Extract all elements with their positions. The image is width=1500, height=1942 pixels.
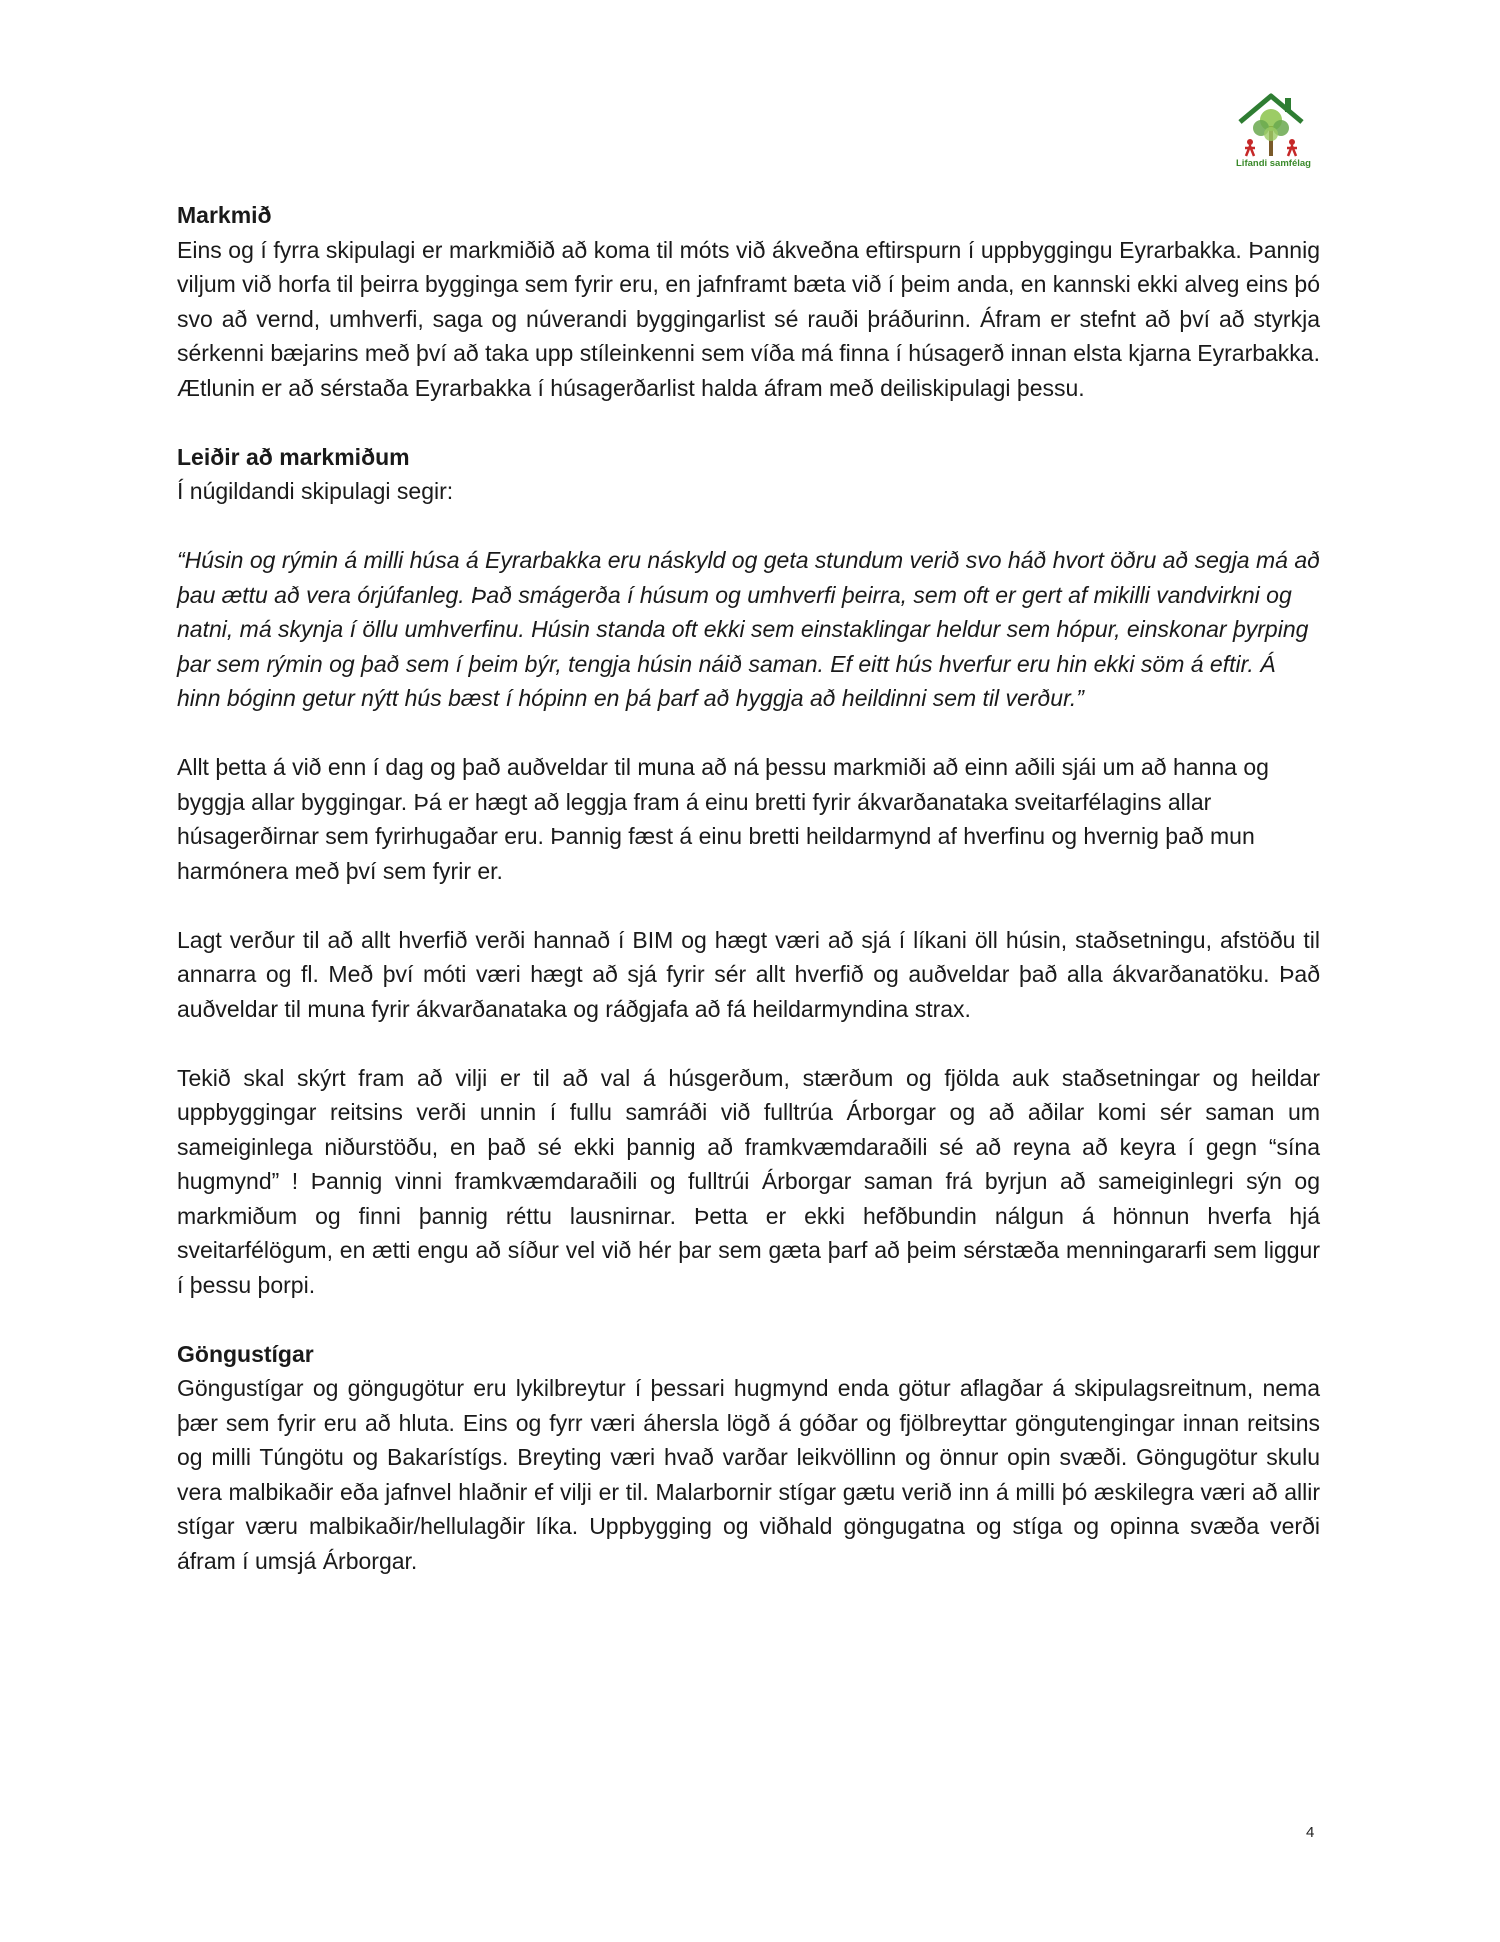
figure-right-body <box>1287 146 1297 156</box>
heading-markmid: Markmið <box>177 202 272 228</box>
heading-gongustigar: Göngustígar <box>177 1340 314 1367</box>
paragraph-leidir-intro: Í núgildandi skipulagi segir: <box>177 478 454 504</box>
organization-logo <box>1236 92 1311 172</box>
paragraph-gongustigar: Göngustígar og göngugötur eru lykilbreytur í þessari hugmynd enda götur aflagðar á skipulagsreitnum, nema þær sem fyrir eru að hluta. Eins og fyrr væri áhersla lögð á góðar og fjölbreyttar göngutengingar innan reitsins og milli Túngötu og Bakarístígs. Breyting væri hvað varðar leikvöllinn og önnur opin svæði. Göngugötur skulu vera malbikaðir eða jafnvel hlaðnir ef vilji er til. Malarbornir stígar gætu verið inn á milli þó æskilegra væri að allir stígar væru malbikaðir/hellulagðir líka. Uppbygging og viðhald göngugatna og stíga og opinna svæða verði áfram í umsjá Árborgar. <box>177 1375 1320 1574</box>
page-number: 4 <box>1306 1824 1315 1841</box>
paragraph-markmid: Eins og í fyrra skipulagi er markmiðið að koma til móts við ákveðna eftirspurn í uppbyggingu Eyrarbakka. Þannig viljum við horfa til þeirra bygginga sem fyrir eru, en jafnframt bæta við í þeim anda, en kannski ekki alveg eins þó svo að vernd, umhverfi, saga og núverandi byggingarlist sé rauði þráðurinn. Áfram er stefnt að því að styrkja sérkenni bæjarins með því að taka upp stíleinkenni sem víða má finna í húsagerð innan elsta kjarna Eyrarbakka. Ætlunin er að sérstaða Eyrarbakka í húsagerðarlist halda áfram með deiliskipulagi þessu. <box>177 236 1320 401</box>
figure-left-body <box>1245 146 1255 156</box>
house-tree-icon <box>1236 92 1306 160</box>
quote-block: “Húsin og rýmin á milli húsa á Eyrarbakka eru náskyld og geta stundum verið svo háð hvort öðru að segja má að þau ættu að vera órjúfanleg. Það smágerða í húsum og umhverfi þeirra, sem oft er gert af mikilli vandvirkni og natni, má skynja í öllu umhverfinu. Húsin standa oft ekki sem einstaklingar heldur sem hópur, einskonar þyrping þar sem rýmin og það sem í þeim býr, tengja húsin náið saman. Ef eitt hús hverfur eru hin ekki söm á eftir. Á hinn bóginn getur nýtt hús bæst í hópinn en þá þarf að hyggja að heildinni sem til verður.” <box>177 547 1320 711</box>
spacer <box>177 888 1320 923</box>
spacer <box>177 405 1320 440</box>
logo-text: Lifandi samfélag <box>1236 158 1311 169</box>
spacer <box>177 509 1320 544</box>
heading-leidir: Leiðir að markmiðum <box>177 443 410 470</box>
document-body <box>177 198 1320 1578</box>
paragraph-leidir-1: Allt þetta á við enn í dag og það auðveldar til muna að ná þessu markmiði að einn aðili sjái um að hanna og byggja allar byggingar. Þá er hægt að leggja fram á einu bretti fyrir ákvarðanataka sveitarfélagins allar húsagerðirnar sem fyrirhugaðar eru. Þannig fæst á einu bretti heildarmynd af hverfinu og hvernig það mun harmónera með því sem fyrir er. <box>177 754 1269 884</box>
paragraph-leidir-2: Lagt verður til að allt hverfið verði hannað í BIM og hægt væri að sjá í líkani öll húsin, staðsetningu, afstöðu til annarra og fl. Með því móti væri hægt að sjá fyrir sér allt hverfið og auðveldar það alla ákvarðanatöku. Það auðveldar til muna fyrir ákvarðanataka og ráðgjafa að fá heildarmyndina strax. <box>177 926 1320 1022</box>
chimney-shape <box>1285 98 1291 112</box>
spacer <box>177 1302 1320 1337</box>
spacer <box>177 1026 1320 1061</box>
tree-crown-low <box>1264 127 1278 141</box>
spacer <box>177 716 1320 751</box>
paragraph-leidir-3: Tekið skal skýrt fram að vilji er til að val á húsgerðum, stærðum og fjölda auk staðsetningar og heildar uppbyggingar reitsins verði unnin í fullu samráði við fulltrúa Árborgar og að aðilar komi sér saman um sameiginlega niðurstöðu, en það sé ekki þannig að framkvæmdaraðili sé að reyna að keyra í gegn “sína hugmynd” ! Þannig vinni framkvæmdaraðili og fulltrúi Árborgar saman frá byrjun að sameiginlegri sýn og markmiðum og finni þannig réttu lausnirnar. Þetta er ekki hefðbundin nálgun á hönnun hverfa hjá sveitarfélögum, en ætti engu að síður vel við hér þar sem gæta þarf að þeim sérstæða menningararfi sem liggur í þessu þorpi. <box>177 1064 1320 1298</box>
